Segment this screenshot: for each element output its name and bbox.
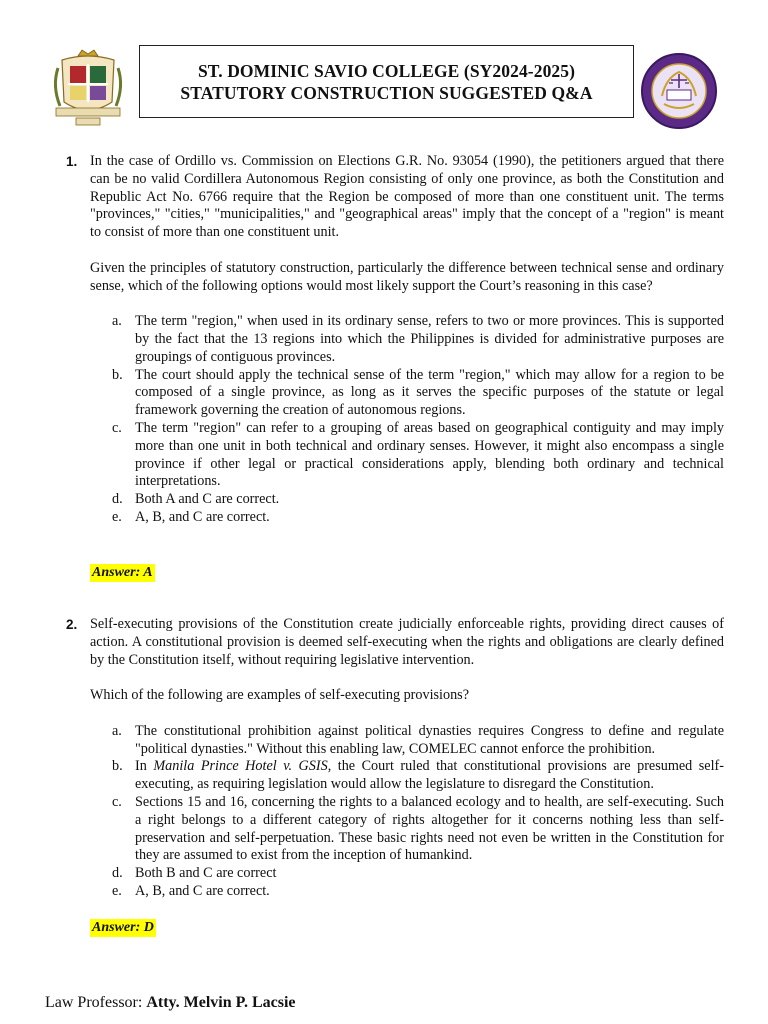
option-b: [112, 367, 724, 420]
document-title-box: [139, 45, 634, 118]
option-letter: c.: [112, 793, 122, 810]
option-text-pre: In: [135, 758, 154, 775]
question-number: 2.: [66, 617, 78, 632]
question-1: [66, 153, 724, 582]
school-of-law-seal-icon: [640, 52, 718, 130]
option-e: [112, 883, 724, 901]
option-c: [112, 420, 724, 491]
option-letter: e.: [112, 508, 122, 525]
option-text: A, B, and C are correct.: [135, 882, 270, 899]
option-a: [112, 313, 724, 366]
option-a: [112, 723, 724, 759]
question-stem: In the case of Ordillo vs. Commission on Elections G.R. No. 93054 (1990), the petitioners argued that there can be no valid Cordillera Autonomous Region consisting of only one province, as both the Constitution and Republic Act No. 6766 require that the Region be composed of more than one constituent unit. The terms "provinces," "cities," "municipalities," and "geographical areas" imply that the concept of a "region" is meant to consist of more than one constituent unit.: [90, 153, 724, 241]
college-crest-icon: [48, 46, 128, 130]
option-letter: e.: [112, 882, 122, 899]
option-b: [112, 758, 724, 794]
option-text-post: , the Court ruled that constitutional provisions are presumed self-executing, as requiring legislation would allow the legislature to disregard the Constitution.: [135, 758, 724, 793]
question-stem: Self-executing provisions of the Constitution create judicially enforceable rights, providing direct causes of action. A constitutional provision is deemed self-executing when the rights and obligations are clearly defined by the Constitution itself, without requiring legislative intervention.: [90, 616, 724, 668]
option-text: Both A and C are correct.: [135, 491, 280, 508]
question-2: [66, 616, 724, 937]
option-letter: d.: [112, 491, 123, 508]
option-text: The term "region" can refer to a grouping of areas based on geographical contiguity and may imply more than one unit in both technical and ordinary senses. However, it might also encompass a single province if other legal or practical considerations apply, blending both ordinary and technical interpretations.: [135, 419, 724, 490]
footer-label: Law Professor:: [45, 994, 147, 1011]
option-d: [112, 491, 724, 509]
question-number: 1.: [66, 154, 78, 169]
title-line-subject: STATUTORY CONSTRUCTION SUGGESTED Q&A: [180, 82, 593, 103]
option-text: A, B, and C are correct.: [135, 508, 270, 525]
title-line-college: ST. DOMINIC SAVIO COLLEGE (SY2024-2025): [197, 60, 576, 81]
question-prompt: Which of the following are examples of self-executing provisions?: [90, 687, 470, 704]
answer-key: Answer: A: [92, 564, 153, 580]
option-d: [112, 865, 724, 883]
professor-name: Atty. Melvin P. Lacsie: [146, 994, 296, 1011]
option-letter: b.: [112, 366, 123, 383]
option-letter: c.: [112, 419, 122, 436]
option-letter: a.: [112, 313, 122, 330]
case-citation: Manila Prince Hotel v. GSIS: [153, 758, 328, 775]
option-letter: b.: [112, 758, 123, 775]
question-prompt: Given the principles of statutory construction, particularly the difference between technical sense and ordinary sense, which of the following options would most likely support the Court’s reasoning in this case?: [90, 259, 724, 294]
option-text: Sections 15 and 16, concerning the rights to a balanced ecology and to health, are self-executing. Such a right belongs to a different category of rights altogether for it concerns nothing less than self-preservation and self-perpetuation. These basic rights need not even be written in the Constitution for they are assumed to exist from the inception of humankind.: [135, 793, 724, 864]
answer-options: [112, 723, 724, 901]
option-letter: d.: [112, 865, 123, 882]
option-text: The court should apply the technical sense of the term "region," which may allow for a region to be composed of a single province, as long as it serves the specific purposes of the statute or legal framework governing the creation of autonomous regions.: [135, 366, 724, 419]
school-of-law-seal: [640, 52, 718, 130]
footer-professor: [45, 994, 295, 1012]
answer-key: Answer: D: [92, 919, 154, 935]
option-text: Both B and C are correct: [135, 865, 277, 882]
option-text: The constitutional prohibition against political dynasties requires Congress to define and regulate "political dynasties." Without this enabling law, COMELEC cannot enforce the prohibition.: [135, 722, 724, 757]
option-text: The term "region," when used in its ordinary sense, refers to two or more provinces. This is supported by the fact that the 13 regions into which the Philippines is divided for administrative purposes are groupings of contiguous provinces.: [135, 313, 724, 365]
answer-options: [112, 313, 724, 527]
option-c: [112, 794, 724, 865]
option-e: [112, 509, 724, 527]
option-letter: a.: [112, 722, 122, 739]
college-crest-logo: [48, 46, 128, 130]
